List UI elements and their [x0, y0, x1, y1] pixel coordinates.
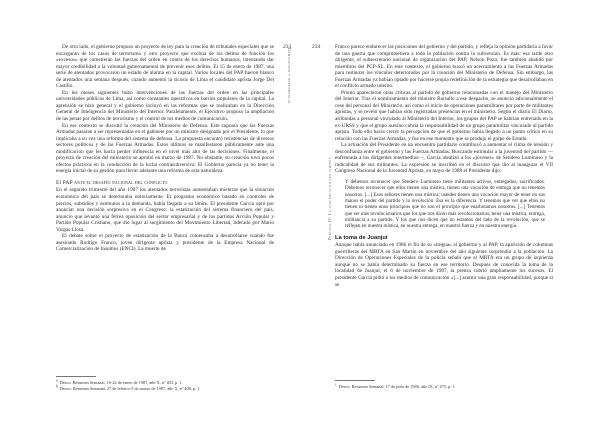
paragraph: Pronto aparecieron otras críticas al partido de gobierno relacionadas con el manejo del Ministerio del Interior. Tras el nombramiento del ministro Barsallo a ese despacho, se anunció adicionalmente el cese del personal del Ministerio, así como el inicio de operaciones paramilitares por parte de militantes apristas, y se reveló que habían sido registradas presencias en el ministerio. Según el diario El Diario, atribuidas a personal vinculado al Ministerio del Interior, los grupos del PAP se habrían entrenado en la ex-URSS y que el grupo asesino cubría la responsabilidad de un grupo paramilitar vinculado al partido aprista. Todo ello hacía crecer la percepción de que el gobierno había llegado a un punto crítico en su relación con las Fuerzas Armadas, y fue en ese momento que se produjo el golpe de Estado. [335, 89, 553, 142]
section-heading: La toma de Juanjuí [335, 234, 388, 241]
paragraph: Franco parece endurecer las posiciones del gobierno y del partido, y refleja la opinión partidaria a favor de una guerra que comprometiera a toda la población contra la subversión. Es más: esa tarde otro dirigente, el subsecretario nacional de organización del PAP, Nelson Pozo, fue también abatido por miembros del PCP-SL. En este contexto, el gobierno buscó un acercamiento a las Fuerzas Armadas para restaurar los vínculos deteriorados por la creación del Ministerio de Defensa. Sin embargo, las Fuerzas Armadas ya habían optado por hacerse propia redefinición de la estrategia que desarrollaban en el conflicto armado interno. [335, 44, 553, 90]
block-quote: Y debemos reconocer que Sendero Luminoso tiene militantes activos, entregados, sacrificados. Debemos reconocer que ellos tienen una mística, tienen una vocación de entrega que no tenemos nosotros. [...] Esos señores tienen una mística; ustedes tienen una vocación mayor de tener en sus manos el poder del partido y la revolución. Ésa es la diferencia. Y tenemos que ver que ellos no tienen ni tienen unos principios que no son el principio que enarbolamos nosotros. [...] Tenemos que ser más revolucionarios que los que nos dicen más revolucionarios, tener una mística, entrega, militancia a su partido. Y los que nos dicen que no estamos del lado de la revolución, que se reflejen en nuestra mística, en nuestra entrega, en nuestra fuerza y en nuestra energía. [345, 178, 545, 230]
footnote-rule [335, 380, 375, 381]
paragraph: En los meses siguientes hubo intervenciones de las fuerzas del orden en las principales universidades públicas de Lima, así como constantes operativos en barrios populares de la capital. La aprensión se hizo general y el gobierno incluyó en las reformas que se realizaban en la Dirección General de Inteligencia del Ministerio del Interior. Paralelamente, el Ejecutivo propuso la ampliación de las penas por delitos de terrorismo y el control de los medios de comunicación. [56, 89, 274, 123]
paragraph: En ese contexto se discutió la creación del Ministerio de Defensa. Este suponía que las Fuerzas Armadas pasaran a ser representadas en el gabinete por un ministro designado por el Presidente, lo que implicaba a su vez una reforma del sistema de defensa. La propuesta encontró resistencias de diversos sectores políticos y de las Fuerzas Armadas. Estos últimos se manifestaron públicamente ante una modificación que les hacía perder influencia en el nivel más alto de las decisiones. Finalmente, el proyecto de creación del ministerio se aprobó en marzo de 1987. No obstante, su creación tuvo pocos efectos prácticos en la conducción de la lucha contrasubversiva. El Gobierno parecía ya no tener la energía inicial de su gestión para llevar adelante una reforma de esta naturaleza. [56, 122, 274, 175]
section-heading [56, 180, 274, 188]
footnote: $^c$ Desco. Resumen Semanal, 17 de julio de 1986, año IX, nº 475, p. 1. [335, 382, 456, 389]
section-heading-rest: ante el desafío nacional del conflicto [74, 180, 168, 186]
footnote: $^a$ Desco. Resumen Semanal, 16-22 de enero de 1987, año X, nº 403, p. 1. [56, 378, 183, 385]
paragraph: El debate sobre el proyecto de estatización de la Banca comenzaba a desarrollarse cuando fue asesinado Rodrigo Franco, joven dirigente aprista y presidente de la Empresa Nacional de Comercialización de Insumos (ENCI). La muerte de [56, 233, 274, 253]
paragraph: Aunque había anunciado en 1986 el fin de su «tregua» al gobierno y al PAP, la aparición de columnas guerrilleras del MRTA en San Martín en noviembre del año siguiente sorprendió a la población. La Dirección de Operaciones Especiales de la policía señaló que el MRTA era un grupo de izquierda aunque no se había determinado su fuerza en ese territorio. Después de conocida la toma de la localidad de Juanjuí, el 6 de noviembre de 1987, la prensa cubrió ampliamente los sucesos. El presidente García pidió a los medios de comunicación «[...] asumir una gran responsabilidad, porque si se [335, 242, 553, 288]
footnote: $^b$ Desco. Resumen Semanal, 27 de febrero-5 de marzo de 1987, año X, nº 408, p. 1. [56, 384, 201, 392]
running-head: Periodo IV: La violencia en sus límites [328, 157, 332, 240]
right-body-column [335, 44, 553, 288]
running-head: Dominación y dependencia [287, 48, 291, 104]
paragraph: La actuación del Presidente en un encuentro partidario contribuyó a aumentar el clima de tensión y desconfianza entre el gobierno y las Fuerzas Armadas. Buscando estimular a la juventud del partido —enfrentada a los dirigentes intermedios—, García idealizó a los «jóvenes» de Sendero Luminoso y la radicalidad de sus militantes. La expresión se inscribió en el discurso que dio al inaugurar el VII Congreso Nacional de la Juventud Aprista, en mayo de 1988 el Presidente dijo: [335, 142, 553, 175]
left-body-column [56, 44, 274, 253]
footnote-rule [56, 376, 96, 377]
paragraph: En el segundo trimestre del año 1987 los atentados terroristas aumentaban mientras que la situación económica del país se deterioraba notoriamente. El programa económico basado en controles de precios, subsidios y estímulos a la demanda, había llegado a su límite. El presidente García optó por anunciar una decisión sorpresiva en el Congreso: la estatización del sistema financiero del país, anuncio que levantó una férrea oposición del sector empresarial y de los partidos Acción Popular y Partido Popular Cristiano, que dio lugar al surgimiento del Movimiento Libertad, liderado por Mario Vargas Llosa. [56, 187, 274, 233]
left-footnotes [56, 380, 274, 392]
right-footnotes [335, 384, 553, 390]
section-heading-lead: El PAP [56, 179, 73, 186]
page-number: 234 [312, 44, 321, 50]
right-page [300, 0, 600, 431]
page-number: 233 [283, 44, 292, 50]
paragraph: De otro lado, el gobierno propuso un proyecto de ley para la creación de tribunales especiales que se encargaran de los casos de terrorismo y otro proyecto que excluía de los delitos de función los «excesos» que cometieran las fuerzas del orden en contra de los derechos humanos, intentando dar mayor credibilidad a la voluntad gubernamental de prevenir esos delitos. El 15 de enero de 1987, una serie de atentados provocaron un estado de alarma en la capital. Varios locales del PAP fueron blanco de atentados una semana después, cuando aumentó la sicosis de Lima el candidato aprista Jorge Del Castillo. [56, 44, 274, 90]
